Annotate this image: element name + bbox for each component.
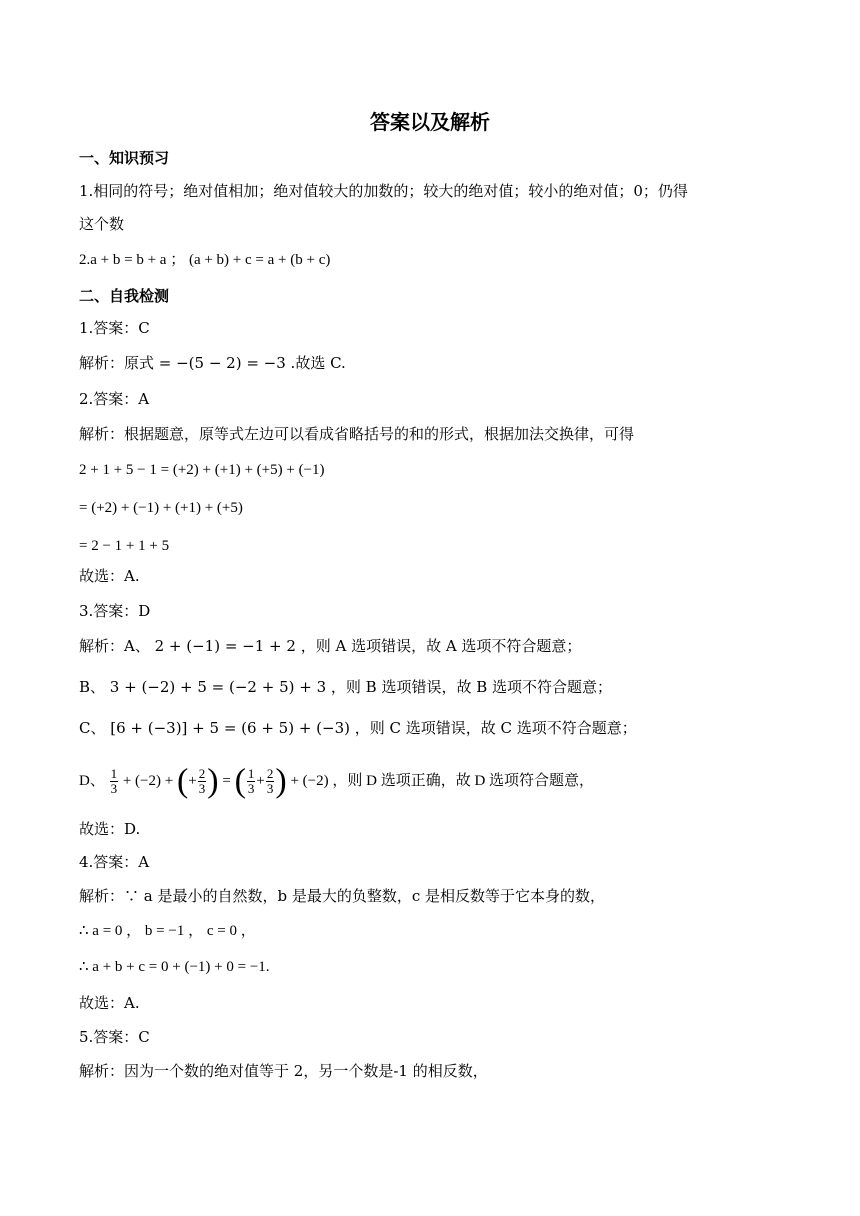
q3-option-a: 解析：A、 2 + (−1) = −1 + 2 ，则 A 选项错误，故 A 选项不符合题意； <box>79 637 582 655</box>
fraction-two-thirds-b: $\frac{2}{3}$ <box>266 766 274 797</box>
fraction-two-thirds: $\frac{2}{3}$ <box>198 766 206 797</box>
q2-conclusion: 故选：A. <box>79 567 140 585</box>
q4-line-3: ∴ a + b + c = 0 + (−1) + 0 = −1. <box>79 959 270 975</box>
preview-item-1-line-2: 这个数 <box>79 215 125 233</box>
q4-answer: 4.答案：A <box>79 853 150 871</box>
preview-item-2: 2.a + b = b + a ； (a + b) + c = a + (b + c) <box>79 252 331 268</box>
q2-equation-1: 2 + 1 + 5 − 1 = (+2) + (+1) + (+5) + (−1) <box>79 462 325 478</box>
q3-option-d-prefix: D、 <box>79 773 105 789</box>
q3-conclusion: 故选：D. <box>79 820 141 838</box>
q3-option-d: D、 $\frac{1}{3}$ + (−2) + (+ $\frac{2}{3}$ ) = ( $\frac{1}{3}$ + $\frac{2}{3}$ ) + (−2) ，则 D 选项正确，故 D 选项符合题意， <box>79 762 595 800</box>
page-title: 答案以及解析 <box>370 110 490 134</box>
q1-explanation: 解析：原式 = −(5 − 2) = −3 .故选 C. <box>79 354 346 372</box>
q2-explanation: 解析：根据题意，原等式左边可以看成省略括号的和的形式，根据加法交换律，可得 <box>79 425 635 443</box>
q4-explanation: 解析：∵ a 是最小的自然数，b 是最大的负整数，c 是相反数等于它本身的数， <box>79 887 606 905</box>
preview-item-1-line-1: 1.相同的符号；绝对值相加；绝对值较大的加数的；较大的绝对值；较小的绝对值；0；仍得 <box>79 182 688 200</box>
q2-equation-2: = (+2) + (−1) + (+1) + (+5) <box>79 500 243 516</box>
q3-option-c: C、 [6 + (−3)] + 5 = (6 + 5) + (−3) ，则 C 选项错误，故 C 选项不符合题意； <box>79 719 637 737</box>
q2-equation-3: = 2 − 1 + 1 + 5 <box>79 538 170 554</box>
q3-option-d-suffix: ，则 D 选项正确，故 D 选项符合题意， <box>332 773 595 789</box>
q4-conclusion: 故选：A. <box>79 994 140 1012</box>
q2-answer: 2.答案：A <box>79 390 150 408</box>
section-heading-selftest: 二、自我检测 <box>79 287 170 305</box>
q5-explanation: 解析：因为一个数的绝对值等于 2，另一个数是-1 的相反数， <box>79 1062 488 1080</box>
section-heading-preview: 一、知识预习 <box>79 149 170 167</box>
q3-option-b: B、 3 + (−2) + 5 = (−2 + 5) + 3 ，则 B 选项错误，故 B 选项不符合题意； <box>79 678 613 696</box>
fraction-one-third-b: $\frac{1}{3}$ <box>247 766 255 797</box>
q1-answer: 1.答案：C <box>79 319 150 337</box>
q5-answer: 5.答案：C <box>79 1028 150 1046</box>
q3-answer: 3.答案：D <box>79 602 151 620</box>
fraction-one-third: $\frac{1}{3}$ <box>110 766 118 797</box>
q4-line-2: ∴ a = 0 ， b = −1 ， c = 0 ， <box>79 923 256 939</box>
